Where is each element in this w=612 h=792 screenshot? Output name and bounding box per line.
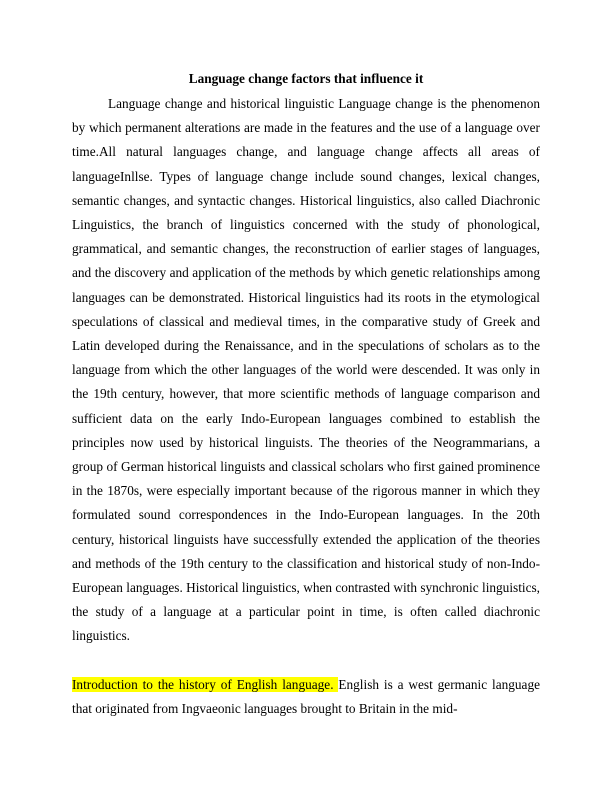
paragraph-language-change: Language change and historical linguistic Language change is the phenomenon by which permanent alterations are made in the features and the use of a language over time.All natural languages change, and language change affects all areas of languageInllse. Types of language change include sound changes, lexical changes, semantic changes, and syntactic changes. Historical linguistics, also called Diachronic Linguistics, the branch of linguistics concerned with the study of phonological, grammatical, and semantic changes, the reconstruction of earlier stages of languages, and the discovery and application of the methods by which genetic relationships among languages can be demonstrated. Historical linguistics had its roots in the etymological speculations of classical and medieval times, in the comparative study of Greek and Latin developed during the Renaissance, and in the speculations of scholars as to the language from which the other languages of the world were descended. It was only in the 19th century, however, that more scientific methods of language comparison and sufficient data on the early Indo-European languages combined to establish the principles now used by historical linguists. The theories of the Neogrammarians, a group of German historical linguists and classical scholars who first gained prominence in the 1870s, were especially important because of the rigorous manner in which they formulated sound correspondences in the Indo-European languages. In the 20th century, historical linguists have successfully extended the application of the theories and methods of the 19th century to the classification and historical study of non-Indo-European languages. Historical linguistics, when contrasted with synchronic linguistics, the study of a language at a particular point in time, is often called diachronic linguistics. — [72, 96, 540, 644]
document-title: Language change factors that influence it — [188, 71, 424, 86]
highlighted-heading: Introduction to the history of English language. — [72, 677, 339, 692]
paragraph-english-history — [72, 673, 540, 721]
paragraph-english-history-text: English is a west germanic language that originated from Ingvaeonic languages brought to Britain in the mid- — [72, 677, 540, 717]
